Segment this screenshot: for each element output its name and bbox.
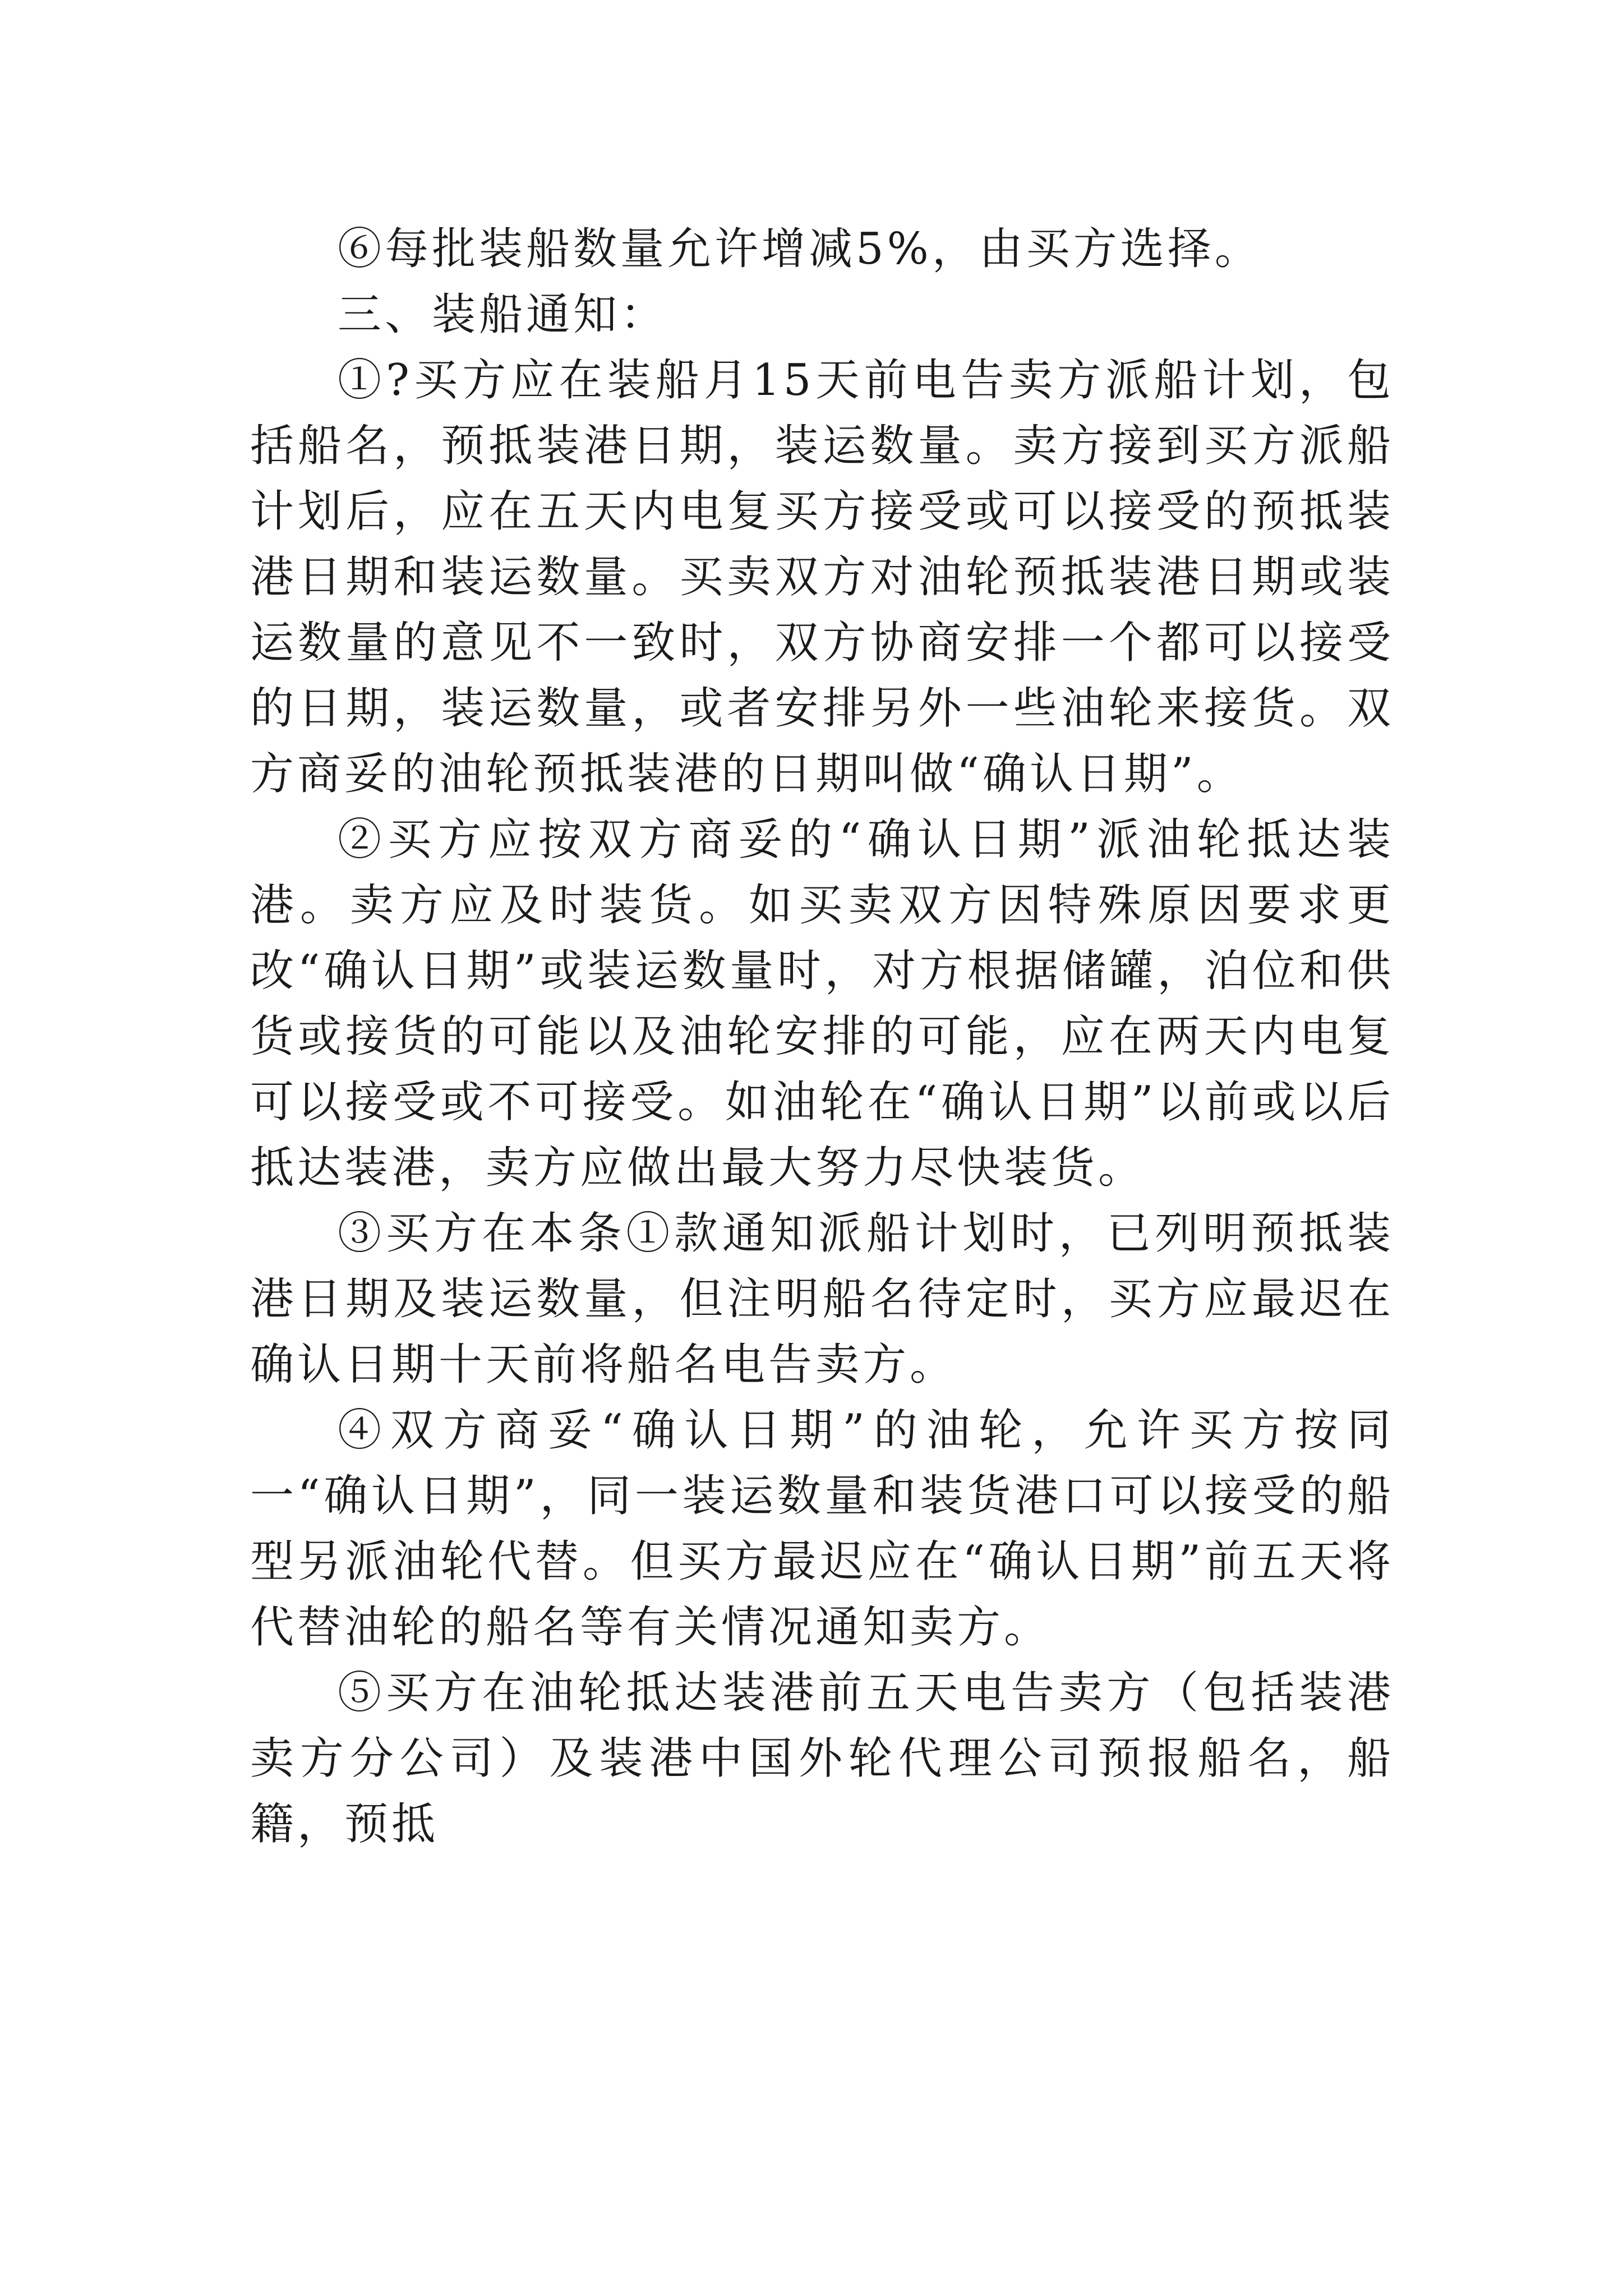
paragraph-clause-3: ③买方在本条①款通知派船计划时，已列明预抵装港日期及装运数量，但注明船名待定时，买方应最迟在确认日期十天前将船名电告卖方。 — [250, 1208, 1394, 1390]
paragraph-clause-1: ①?买方应在装船月15天前电告卖方派船计划，包括船名，预抵装港日期，装运数量。卖方接到买方派船计划后，应在五天内电复买方接受或可以接受的预抵装港日期和装运数量。买卖双方对油轮预抵装港日期或装运数量的意见不一致时，双方协商安排一个都可以接受的日期，装运数量，或者安排另外一些油轮来接货。双方商妥的油轮预抵装港的日期叫做“确认日期”。 — [250, 355, 1394, 799]
section-heading-shipping-notice: 三、装船通知： — [338, 289, 668, 340]
paragraph-loading-tolerance: ⑥每批装船数量允许增减5%，由买方选择。 — [338, 224, 1262, 274]
document-body — [250, 217, 1394, 1857]
paragraph-clause-5: ⑤买方在油轮抵达装港前五天电告卖方（包括装港卖方分公司）及装港中国外轮代理公司预报船名，船籍，预抵 — [250, 1668, 1394, 1849]
paragraph-clause-4: ④双方商妥“确认日期”的油轮，允许买方按同一“确认日期”，同一装运数量和装货港口可以接受的船型另派油轮代替。但买方最迟应在“确认日期”前五天将代替油轮的船名等有关情况通知卖方。 — [250, 1405, 1394, 1653]
paragraph-clause-2: ②买方应按双方商妥的“确认日期”派油轮抵达装港。卖方应及时装货。如买卖双方因特殊原因要求更改“确认日期”或装运数量时，对方根据储罐，泊位和供货或接货的可能以及油轮安排的可能，应在两天内电复可以接受或不可接受。如油轮在“确认日期”以前或以后抵达装港，卖方应做出最大努力尽快装货。 — [250, 815, 1394, 1193]
